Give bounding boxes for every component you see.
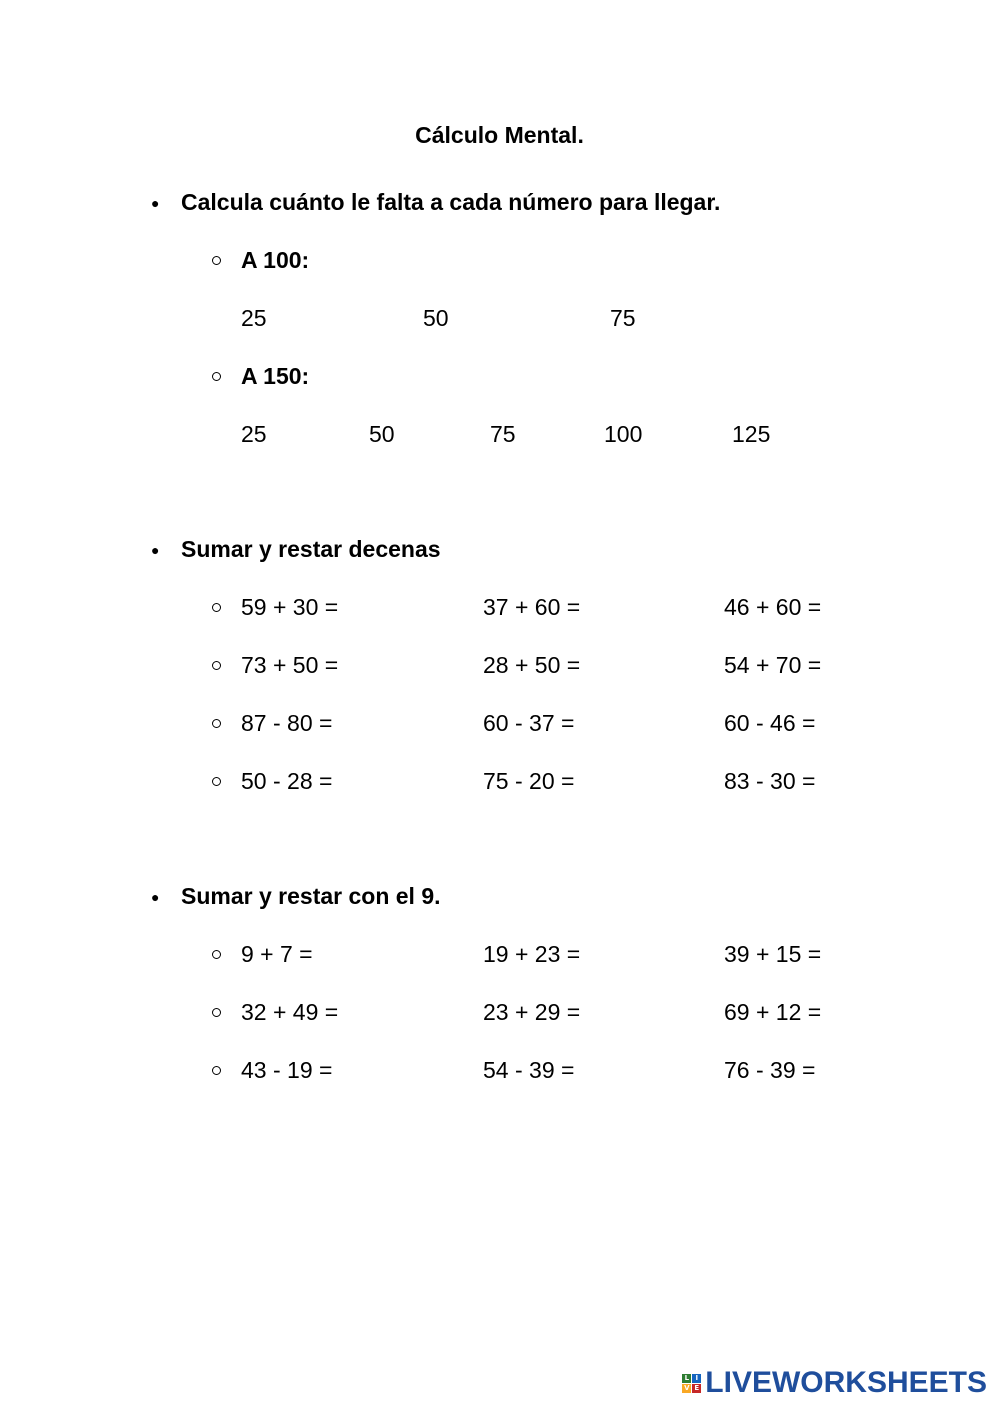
page-title: Cálculo Mental. (415, 122, 584, 148)
expression: 54 + 70 = (724, 652, 822, 678)
expression: 60 - 46 = (724, 710, 816, 736)
expression: 50 - 28 = (241, 768, 333, 794)
number-item: 75 (490, 421, 516, 447)
number-item: 25 (241, 421, 267, 447)
section-heading-3: Sumar y restar con el 9. (181, 883, 441, 909)
section-heading-2: Sumar y restar decenas (181, 536, 441, 562)
number-item: 50 (423, 305, 449, 331)
expression: 9 + 7 = (241, 941, 313, 967)
number-item: 25 (241, 305, 267, 331)
number-item: 125 (732, 421, 771, 447)
liveworksheets-logo (682, 1368, 987, 1398)
logo-mark-icon (682, 1374, 701, 1393)
expression: 59 + 30 = (241, 594, 339, 620)
logo-mark-letter: E (692, 1384, 701, 1393)
hollow-bullet-icon (212, 950, 221, 959)
expression: 76 - 39 = (724, 1057, 816, 1083)
expression: 60 - 37 = (483, 710, 575, 736)
logo-mark-letter: I (692, 1374, 701, 1383)
hollow-bullet-icon (212, 603, 221, 612)
bullet-icon: ● (151, 542, 160, 558)
expression: 46 + 60 = (724, 594, 822, 620)
subsection-label-a100: A 100: (241, 247, 310, 273)
expression: 28 + 50 = (483, 652, 581, 678)
section-heading-1: Calcula cuánto le falta a cada número para llegar. (181, 189, 721, 215)
expression: 37 + 60 = (483, 594, 581, 620)
logo-mark-letter: V (684, 1383, 690, 1392)
hollow-bullet-icon (212, 1066, 221, 1075)
expression: 75 - 20 = (483, 768, 575, 794)
expression: 69 + 12 = (724, 999, 822, 1025)
number-item: 100 (604, 421, 643, 447)
expression: 23 + 29 = (483, 999, 581, 1025)
expression: 83 - 30 = (724, 768, 816, 794)
expression: 32 + 49 = (241, 999, 339, 1025)
hollow-bullet-icon (212, 1008, 221, 1017)
hollow-bullet-icon (212, 719, 221, 728)
bullet-icon: ● (151, 195, 160, 211)
hollow-bullet-icon (212, 777, 221, 786)
expression: 87 - 80 = (241, 710, 333, 736)
number-item: 75 (610, 305, 636, 331)
hollow-bullet-icon (212, 661, 221, 670)
hollow-bullet-icon (212, 256, 221, 265)
logo-text: LIVEWORKSHEETS (705, 1366, 987, 1399)
bullet-icon: ● (151, 889, 160, 905)
expression: 39 + 15 = (724, 941, 822, 967)
subsection-label-a150: A 150: (241, 363, 310, 389)
logo-mark-letter: L (682, 1374, 691, 1383)
expression: 73 + 50 = (241, 652, 339, 678)
expression: 54 - 39 = (483, 1057, 575, 1083)
expression: 19 + 23 = (483, 941, 581, 967)
expression: 43 - 19 = (241, 1057, 333, 1083)
number-item: 50 (369, 421, 395, 447)
hollow-bullet-icon (212, 372, 221, 381)
